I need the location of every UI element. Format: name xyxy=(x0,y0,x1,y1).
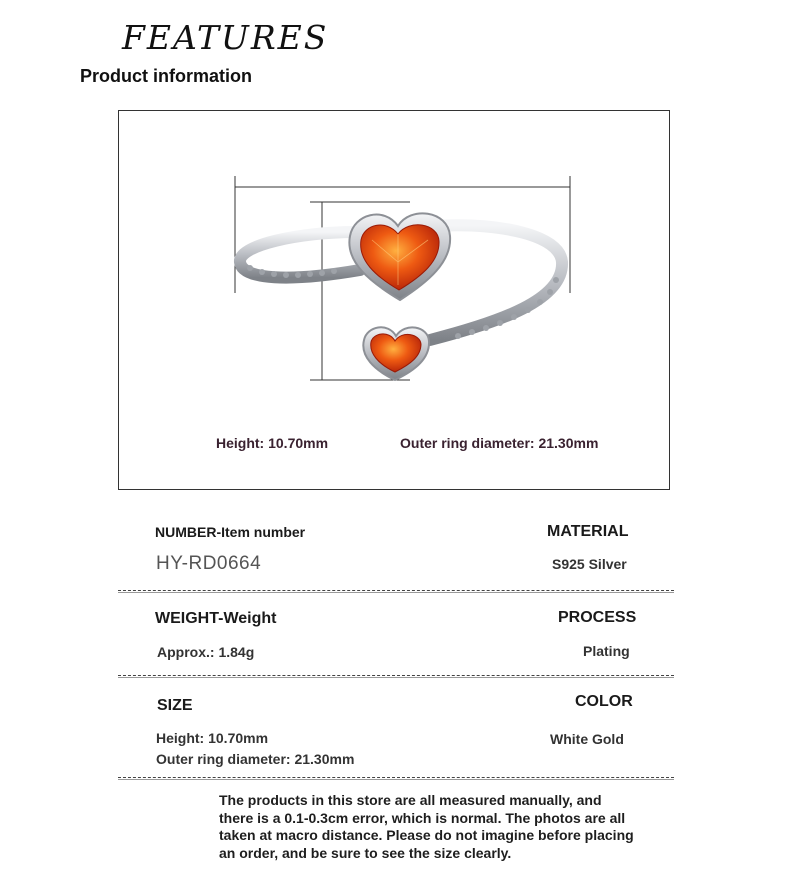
small-heart-stone xyxy=(363,327,429,380)
divider-3 xyxy=(118,777,674,778)
material-label: MATERIAL xyxy=(547,523,629,540)
color-label: COLOR xyxy=(575,693,633,710)
item-number-label: NUMBER-Item number xyxy=(155,524,306,540)
weight-value: Approx.: 1.84g xyxy=(157,644,255,660)
size-label: SIZE xyxy=(157,697,193,714)
size-diameter-value: Outer ring diameter: 21.30mm xyxy=(156,751,355,767)
measurement-note xyxy=(219,792,659,862)
large-heart-stone xyxy=(349,213,450,300)
diameter-dimension-label: Outer ring diameter: 21.30mm xyxy=(400,435,599,451)
note-line-1: The products in this store are all measured manually, and xyxy=(219,792,602,808)
weight-label: WEIGHT-Weight xyxy=(155,610,277,627)
note-line-2: there is a 0.1-0.3cm error, which is normal. The photos are all xyxy=(219,809,626,826)
height-dimension-label: Height: 10.70mm xyxy=(216,435,329,451)
divider-2 xyxy=(118,675,674,676)
process-value: Plating xyxy=(583,643,630,659)
process-label: PROCESS xyxy=(558,609,637,626)
divider-1 xyxy=(118,590,674,591)
product-info-heading: Product information xyxy=(80,66,252,86)
material-value: S925 Silver xyxy=(552,556,627,572)
size-height-value: Height: 10.70mm xyxy=(156,730,269,746)
features-title: FEATURES xyxy=(122,18,329,57)
color-value: White Gold xyxy=(550,731,624,747)
item-number-value: HY-RD0664 xyxy=(156,553,262,574)
note-line-4: an order, and be sure to see the size clearly. xyxy=(219,844,512,861)
note-line-3: taken at macro distance. Please do not imagine before placing xyxy=(219,827,634,843)
